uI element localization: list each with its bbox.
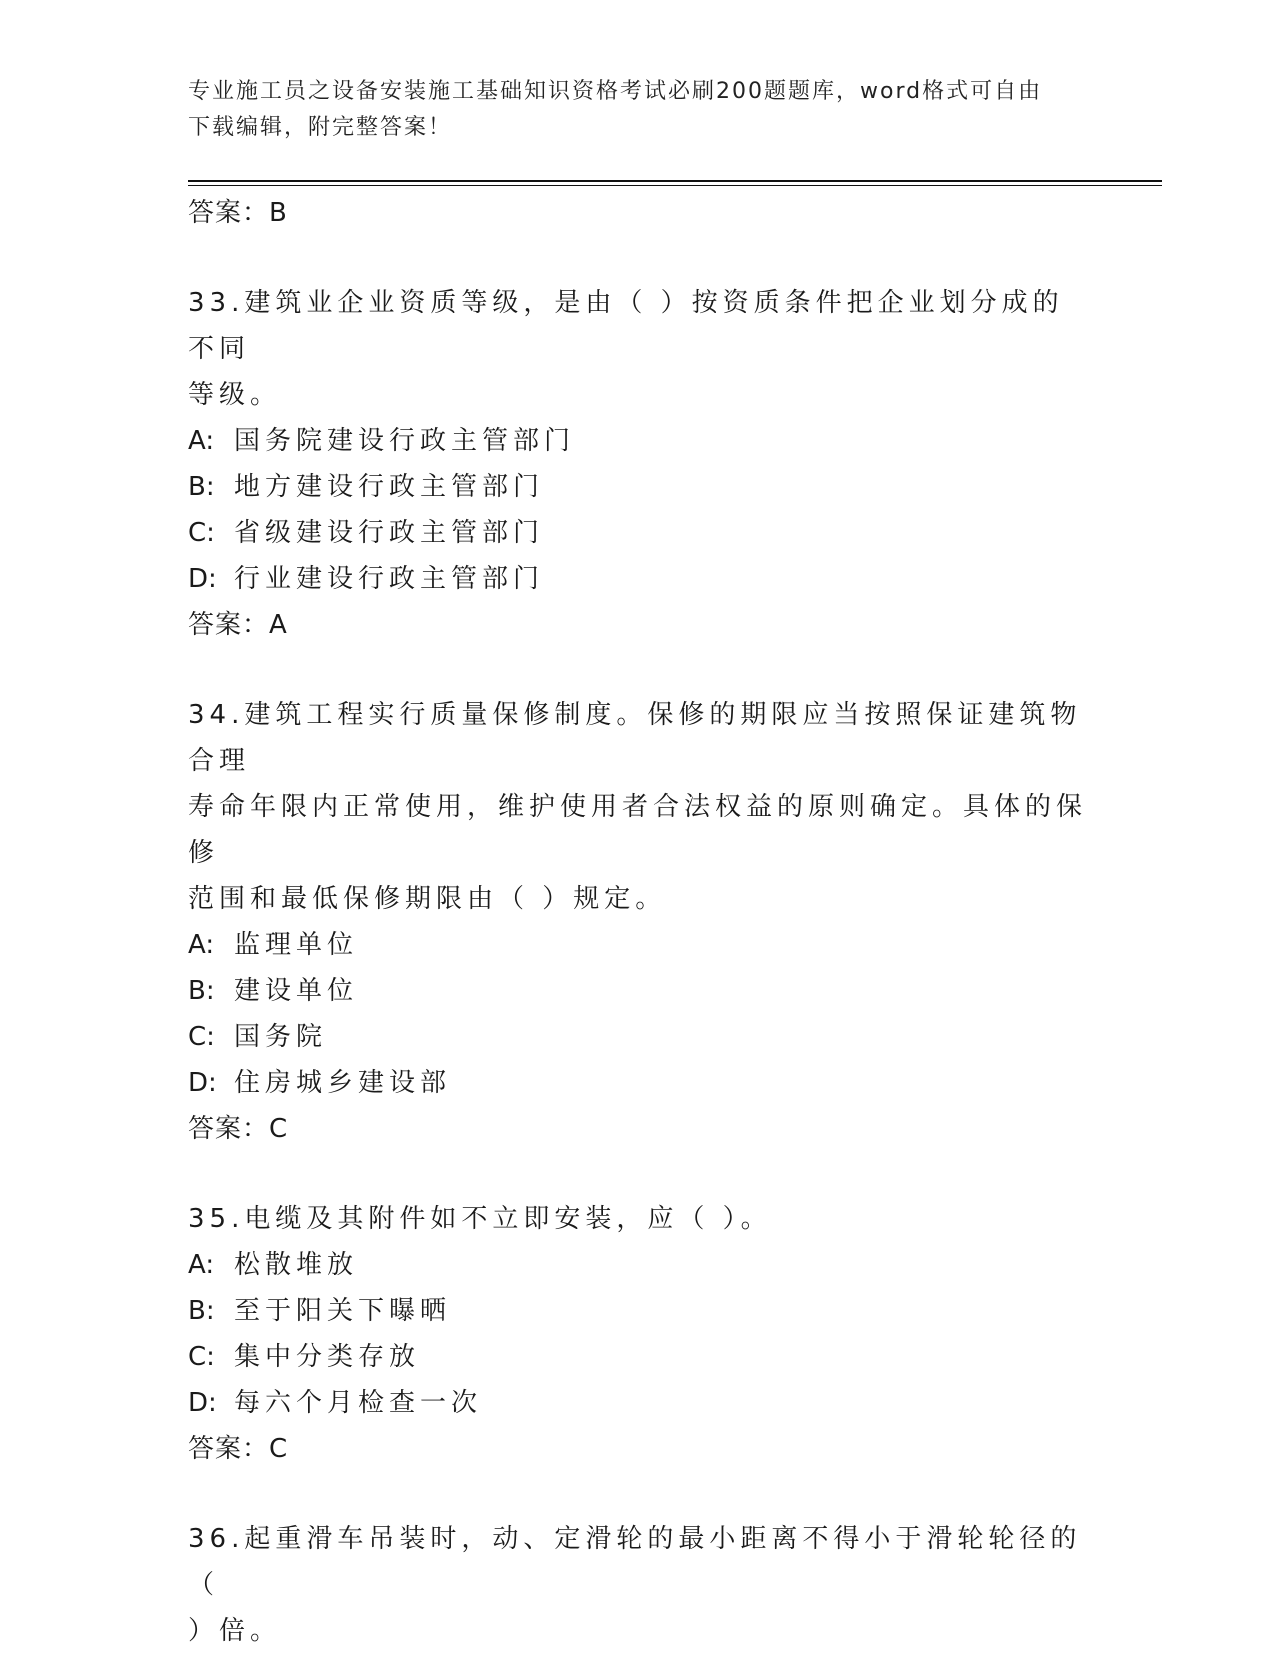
option-letter: B: [188, 472, 215, 502]
question-answer: 答案：C [188, 1434, 289, 1464]
option-letter: A: [188, 426, 215, 456]
question-stem-line: 等级。 [188, 380, 282, 410]
option-letter: D: [188, 564, 217, 594]
option-text: 行业建设行政主管部门 [234, 564, 545, 594]
previous-answer: 答案：B [188, 198, 288, 228]
question-stem-line: 33.建筑业企业资质等级，是由（ ）按资质条件把企业划分成的不同 [188, 288, 1064, 364]
question-35 [188, 1196, 1088, 1472]
option-text: 地方建设行政主管部门 [234, 472, 545, 502]
option-text: 监理单位 [234, 930, 359, 960]
option-d [188, 1060, 1088, 1106]
option-text: 省级建设行政主管部门 [234, 518, 545, 548]
option-letter: B: [188, 1296, 215, 1326]
question-answer: 答案：A [188, 610, 288, 640]
question-stem-line: 寿命年限内正常使用，维护使用者合法权益的原则确定。具体的保修 [188, 792, 1088, 868]
question-stem-line: 35.电缆及其附件如不立即安装，应（ ）。 [188, 1204, 772, 1234]
option-b [188, 968, 1088, 1014]
option-text: 集中分类存放 [234, 1342, 421, 1372]
option-letter: D: [188, 1068, 217, 1098]
option-letter: A: [188, 930, 215, 960]
option-letter: B: [188, 976, 215, 1006]
question-list [188, 190, 1088, 1654]
option-text: 建设单位 [234, 976, 359, 1006]
header-divider-thin [188, 185, 1162, 186]
option-letter: C: [188, 1022, 215, 1052]
option-b [188, 1288, 1088, 1334]
question-36 [188, 1516, 1088, 1654]
spacer [188, 648, 1088, 692]
option-text: 至于阳关下曝晒 [234, 1296, 452, 1326]
question-stem-line: ）倍。 [188, 1616, 282, 1646]
spacer [188, 1472, 1088, 1516]
option-a [188, 922, 1088, 968]
option-a [188, 1242, 1088, 1288]
header-divider-thick [188, 180, 1162, 182]
option-d [188, 556, 1088, 602]
option-a [188, 418, 1088, 464]
spacer [188, 1152, 1088, 1196]
option-c [188, 1014, 1088, 1060]
question-stem-line: 34.建筑工程实行质量保修制度。保修的期限应当按照保证建筑物合理 [188, 700, 1082, 776]
header-line-2: 下载编辑，附完整答案！ [188, 115, 453, 140]
option-c [188, 1334, 1088, 1380]
option-text: 每六个月检查一次 [234, 1388, 483, 1418]
option-text: 住房城乡建设部 [234, 1068, 452, 1098]
spacer [188, 236, 1088, 280]
question-stem-line: 36.起重滑车吊装时，动、定滑轮的最小距离不得小于滑轮轮径的（ [188, 1524, 1082, 1600]
option-d [188, 1380, 1088, 1426]
option-text: 国务院 [234, 1022, 328, 1052]
option-c [188, 510, 1088, 556]
option-text: 松散堆放 [234, 1250, 359, 1280]
option-letter: A: [188, 1250, 215, 1280]
option-letter: C: [188, 1342, 215, 1372]
document-header [188, 74, 1088, 146]
question-stem-line: 范围和最低保修期限由（ ）规定。 [188, 884, 667, 914]
option-b [188, 464, 1088, 510]
option-text: 国务院建设行政主管部门 [234, 426, 576, 456]
option-letter: D: [188, 1388, 217, 1418]
question-33 [188, 280, 1088, 648]
question-answer: 答案：C [188, 1114, 289, 1144]
option-letter: C: [188, 518, 215, 548]
header-line-1: 专业施工员之设备安装施工基础知识资格考试必刷200题题库，word格式可自由 [188, 79, 1043, 104]
question-34 [188, 692, 1088, 1152]
